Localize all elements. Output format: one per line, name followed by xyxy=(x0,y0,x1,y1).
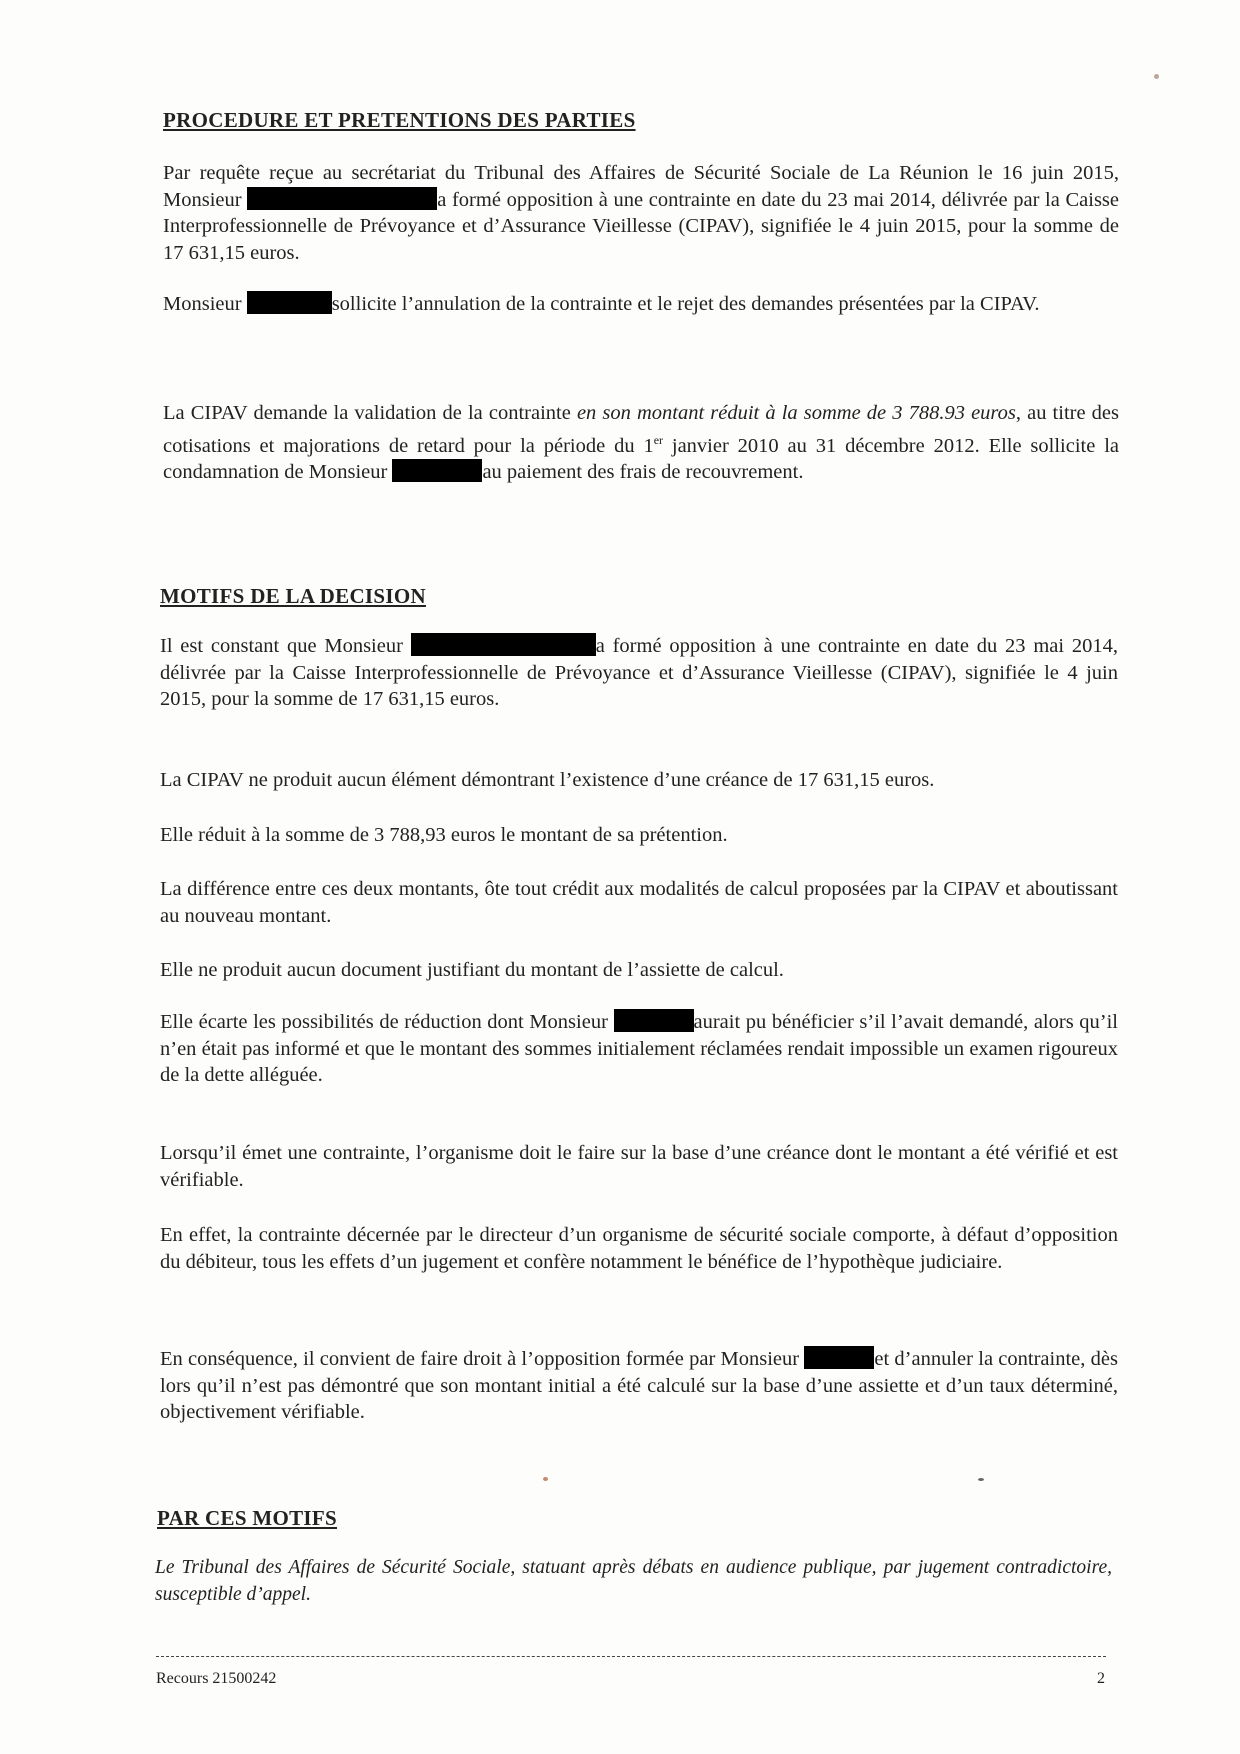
redaction-bar xyxy=(804,1346,874,1369)
motifs-paragraph-4: La différence entre ces deux montants, ôte tout crédit aux modalités de calcul proposées par la CIPAV et aboutissant au nouveau montant. xyxy=(160,878,1118,927)
procedure-paragraph-3: La CIPAV demande la validation de la contrainte en son montant réduit à la somme de 3 788.93 euros, au titre des cotisations et majorations de retard pour la période du 1er janvier 2010 au 31 décembre 2012. Elle sollicite la condamnation de Monsieur au paiement des frais de recouvrement. xyxy=(163,402,1119,483)
motifs-paragraph-2: La CIPAV ne produit aucun élément démontrant l’existence d’une créance de 17 631,15 euros. xyxy=(160,769,935,791)
procedure-paragraph-2: Monsieur sollicite l’annulation de la contrainte et le rejet des demandes présentées par la CIPAV. xyxy=(163,293,1040,315)
dispositif-preamble: Le Tribunal des Affaires de Sécurité Sociale, statuant après débats en audience publique, par jugement contradictoire, susceptible d’appel. xyxy=(155,1557,1112,1605)
motifs-paragraph-7: Lorsqu’il émet une contrainte, l’organisme doit le faire sur la base d’une créance dont le montant a été vérifié et est vérifiable. xyxy=(160,1142,1118,1191)
motifs-paragraph-8: En effet, la contrainte décernée par le directeur d’un organisme de sécurité sociale comporte, à défaut d’opposition du débiteur, tous les effets d’un jugement et confère notamment le bénéfice de l’hypothèque judiciaire. xyxy=(160,1224,1118,1273)
scan-speck xyxy=(543,1477,548,1481)
redaction-bar xyxy=(392,459,482,482)
case-reference: Recours 21500242 xyxy=(156,1670,277,1687)
redaction-bar xyxy=(247,291,332,314)
redaction-bar xyxy=(411,633,596,656)
footer-divider xyxy=(156,1656,1106,1657)
motifs-paragraph-9: En conséquence, il convient de faire droit à l’opposition formée par Monsieur et d’annuler la contrainte, dès lors qu’il n’est pas démontré que son montant initial a été calculé sur la base d’une assiette et d’un taux déterminé, objectivement vérifiable. xyxy=(160,1348,1118,1423)
page-number: 2 xyxy=(1097,1670,1105,1687)
motifs-paragraph-5: Elle ne produit aucun document justifiant du montant de l’assiette de calcul. xyxy=(160,959,784,981)
section-title-par-ces-motifs: PAR CES MOTIFS xyxy=(157,1506,337,1530)
scan-speck xyxy=(978,1478,984,1481)
scan-speck xyxy=(1154,74,1159,79)
motifs-paragraph-1: Il est constant que Monsieur a formé opposition à une contrainte en date du 23 mai 2014, délivrée par la Caisse Interprofessionnelle de Prévoyance et d’Assurance Vieillesse (CIPAV), signifiée le 4 juin 2015, pour la somme de 17 631,15 euros. xyxy=(160,635,1118,710)
redaction-bar xyxy=(614,1009,694,1032)
redaction-bar xyxy=(247,187,437,210)
motifs-paragraph-6: Elle écarte les possibilités de réduction dont Monsieur aurait pu bénéficier s’il l’avait demandé, alors qu’il n’en était pas informé et que le montant des sommes initialement réclamées rendait impossible un examen rigoureux de la dette alléguée. xyxy=(160,1011,1118,1086)
motifs-paragraph-3: Elle réduit à la somme de 3 788,93 euros le montant de sa prétention. xyxy=(160,824,728,846)
section-title-motifs: MOTIFS DE LA DECISION xyxy=(160,584,426,608)
section-title-procedure: PROCEDURE ET PRETENTIONS DES PARTIES xyxy=(163,108,636,132)
procedure-paragraph-1: Par requête reçue au secrétariat du Tribunal des Affaires de Sécurité Sociale de La Réunion le 16 juin 2015, Monsieur a formé opposition à une contrainte en date du 23 mai 2014, délivrée par la Caisse Interprofessionnelle de Prévoyance et d’Assurance Vieillesse (CIPAV), signifiée le 4 juin 2015, pour la somme de 17 631,15 euros. xyxy=(163,162,1120,264)
